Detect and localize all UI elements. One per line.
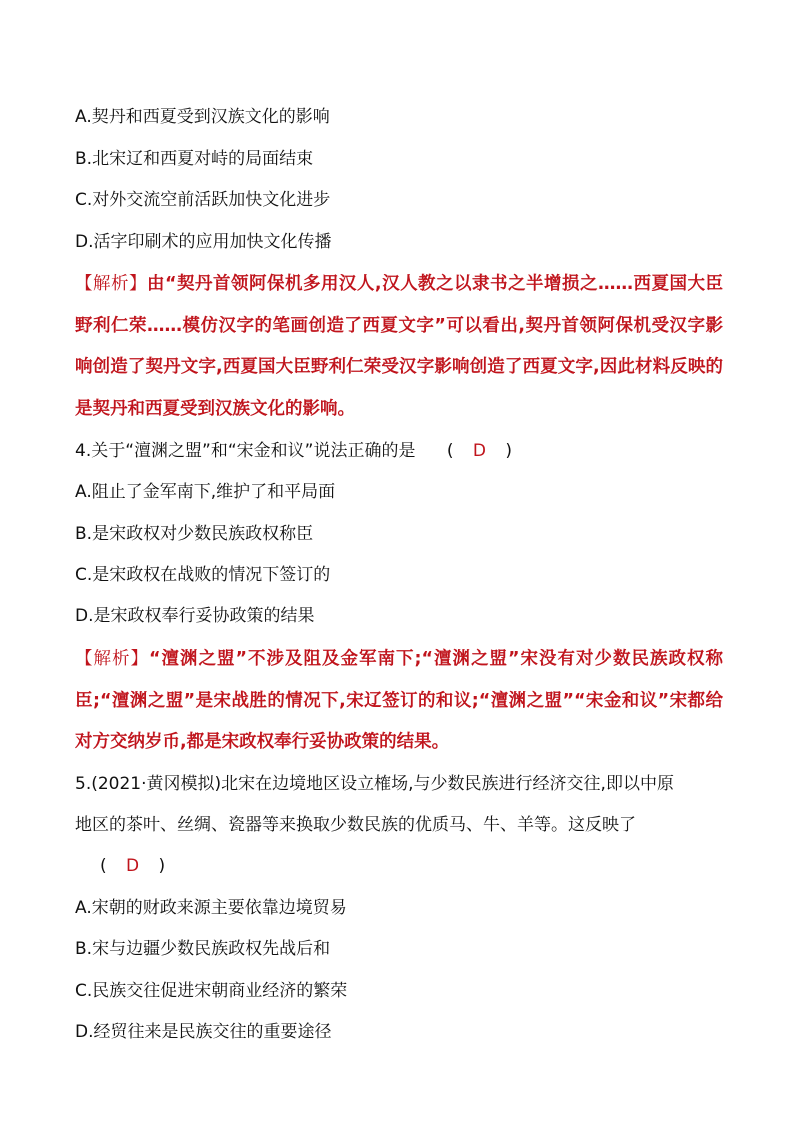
q3-option-a: A.契丹和西夏受到汉族文化的影响 (75, 107, 330, 127)
q4-analysis-text: “澶渊之盟”不涉及阻及金军南下;“澶渊之盟”宋没有对少数民族政权称臣;“澶渊之盟”是宋战胜的情况下,宋辽签订的和议;“澶渊之盟”“宋金和议”宋都给对方交纳岁币,都是宋政权奉行妥协政策的结果。 (75, 649, 723, 752)
q3-option-c: C.对外交流空前活跃加快文化进步 (75, 190, 331, 210)
q5-option-b: B.宋与边疆少数民族政权先战后和 (75, 939, 331, 959)
q5-option-d: D.经贸往来是民族交往的重要途径 (75, 1022, 332, 1042)
q4-analysis (75, 639, 723, 764)
q4-option-d: D.是宋政权奉行妥协政策的结果 (75, 606, 315, 626)
q4-option-c: C.是宋政权在战败的情况下签订的 (75, 565, 331, 585)
q5-stem-line-1: 5.(2021·黄冈模拟)北宋在边境地区设立榷场,与少数民族进行经济交往,即以中原 (75, 774, 674, 794)
analysis-tag: 【解析】 (75, 274, 147, 294)
q4-option-b: B.是宋政权对少数民族政权称臣 (75, 524, 314, 544)
q3-analysis-text: 由“契丹首领阿保机多用汉人,汉人教之以隶书之半增损之……西夏国大臣野利仁荣……模仿汉字的笔画创造了西夏文字”可以看出,契丹首领阿保机受汉字影响创造了契丹文字,西夏国大臣野利仁荣受汉字影响创造了西夏文字,因此材料反映的是契丹和西夏受到汉族文化的影响。 (75, 274, 723, 419)
q4-stem: 4.关于“澶渊之盟”和“宋金和议”说法正确的是 (75, 441, 416, 461)
q5-stem-line-2: 地区的茶叶、丝绸、瓷器等来换取少数民族的优质马、牛、羊等。这反映了 (75, 815, 636, 835)
q5-answer: D (126, 856, 140, 876)
q3-option-d: D.活字印刷术的应用加快文化传播 (75, 232, 332, 252)
q5-option-c: C.民族交往促进宋朝商业经济的繁荣 (75, 981, 348, 1001)
q3-analysis (75, 264, 723, 430)
q4-stem-line (75, 439, 734, 463)
q4-paren-open: ( (446, 441, 454, 461)
analysis-tag: 【解析】 (75, 649, 149, 669)
q4-answer: D (472, 441, 486, 461)
q3-option-b: B.北宋辽和西夏对峙的局面结束 (75, 149, 314, 169)
q4-paren-close: ) (505, 441, 513, 461)
q5-answer-line (100, 854, 734, 878)
q5-paren-open: ( (100, 856, 107, 876)
q5-option-a: A.宋朝的财政来源主要依靠边境贸易 (75, 898, 347, 918)
q5-paren-close: ) (158, 856, 166, 876)
q4-option-a: A.阻止了金军南下,维护了和平局面 (75, 482, 336, 502)
